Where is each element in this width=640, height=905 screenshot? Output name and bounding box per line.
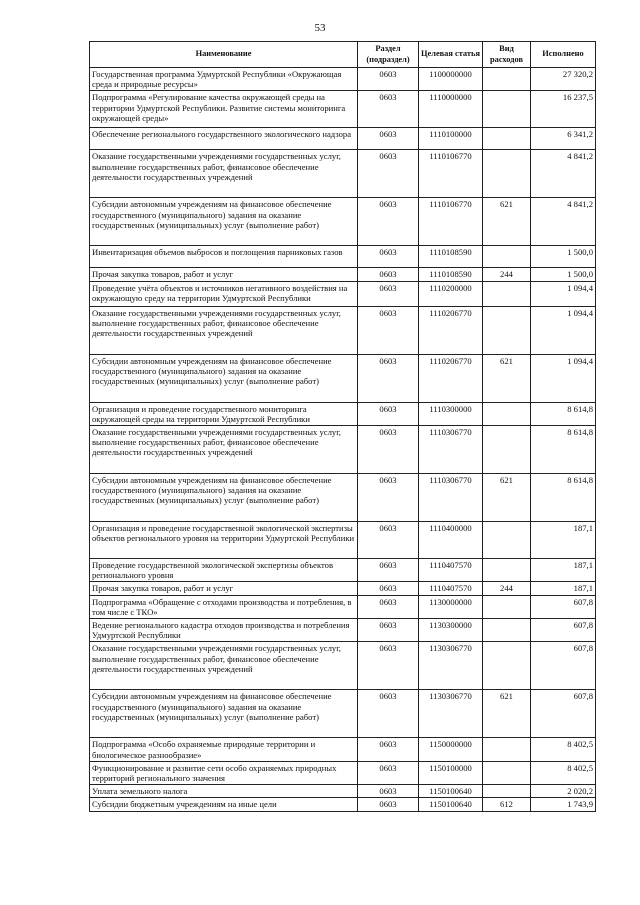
column-header-section: Раздел (подраздел) [358,42,419,68]
row-article-cell: 1110108590 [419,246,483,268]
row-section-cell: 0603 [358,522,419,559]
row-article-cell: 1110108590 [419,268,483,281]
table-row [90,198,596,246]
table-row [90,306,596,354]
row-executed-cell: 6 341,2 [531,128,596,150]
row-article-cell: 1130300000 [419,619,483,642]
row-executed-cell: 4 841,2 [531,198,596,246]
row-article-cell: 1110106770 [419,198,483,246]
row-section-cell: 0603 [358,246,419,268]
row-executed-cell: 8 402,5 [531,761,596,784]
row-executed-cell: 1 500,0 [531,268,596,281]
table-row [90,354,596,402]
row-section-cell: 0603 [358,761,419,784]
row-name-cell: Прочая закупка товаров, работ и услуг [90,582,358,595]
row-executed-cell: 8 614,8 [531,474,596,522]
row-executed-cell: 187,1 [531,582,596,595]
row-kind-cell: 244 [483,582,531,595]
table-row [90,761,596,784]
row-section-cell: 0603 [358,402,419,425]
row-name-cell: Субсидии автономным учреждениям на финансовое обеспечение государственного (муниципального) задания на оказание государственных (муниципальных) услуг (выполнение работ) [90,690,358,738]
row-article-cell: 1110100000 [419,128,483,150]
row-article-cell: 1100000000 [419,68,483,91]
row-executed-cell: 607,8 [531,619,596,642]
column-header-article: Целевая статья [419,42,483,68]
table-row [90,559,596,582]
row-name-cell: Проведение учёта объектов и источников негативного воздействия на окружающую среду на территории Удмуртской Республики [90,281,358,306]
row-section-cell: 0603 [358,281,419,306]
table-row [90,595,596,618]
table-row [90,798,596,811]
row-executed-cell: 1 094,4 [531,281,596,306]
column-header-executed: Исполнено [531,42,596,68]
row-name-cell: Субсидии автономным учреждениям на финансовое обеспечение государственного (муниципального) задания на оказание государственных (муниципальных) услуг (выполнение работ) [90,474,358,522]
budget-table [89,41,596,812]
table-row [90,474,596,522]
row-executed-cell: 1 094,4 [531,306,596,354]
row-executed-cell: 16 237,5 [531,91,596,128]
row-article-cell: 1130306770 [419,642,483,690]
row-executed-cell: 1 094,4 [531,354,596,402]
table-row [90,522,596,559]
row-name-cell: Обеспечение регионального государственного экологического надзора [90,128,358,150]
table-row [90,785,596,798]
row-section-cell: 0603 [358,426,419,474]
table-header-row [90,42,596,68]
row-section-cell: 0603 [358,306,419,354]
row-name-cell: Уплата земельного налога [90,785,358,798]
row-kind-cell [483,246,531,268]
row-section-cell: 0603 [358,559,419,582]
row-kind-cell [483,559,531,582]
row-name-cell: Ведение регионального кадастра отходов производства и потребления Удмуртской Республики [90,619,358,642]
table-row [90,642,596,690]
row-name-cell: Подпрограмма «Обращение с отходами производства и потребления, в том числе с ТКО» [90,595,358,618]
row-executed-cell: 1 500,0 [531,246,596,268]
row-article-cell: 1110000000 [419,91,483,128]
table-row [90,128,596,150]
row-kind-cell [483,738,531,761]
row-article-cell: 1130000000 [419,595,483,618]
row-article-cell: 1110106770 [419,150,483,198]
column-header-kind: Вид расходов [483,42,531,68]
row-name-cell: Проведение государственной экологической экспертизы объектов регионального уровня [90,559,358,582]
row-kind-cell [483,150,531,198]
column-header-name: Наименование [90,42,358,68]
row-article-cell: 1110300000 [419,402,483,425]
row-article-cell: 1110206770 [419,354,483,402]
row-executed-cell: 607,8 [531,642,596,690]
row-name-cell: Подпрограмма «Особо охраняемые природные территории и биологическое разнообразие» [90,738,358,761]
row-executed-cell: 607,8 [531,595,596,618]
row-section-cell: 0603 [358,738,419,761]
row-executed-cell: 2 020,2 [531,785,596,798]
row-section-cell: 0603 [358,91,419,128]
row-section-cell: 0603 [358,798,419,811]
row-name-cell: Организация и проведение государственной экологической экспертизы объектов регионального уровня на территории Удмуртской Республики [90,522,358,559]
row-kind-cell [483,306,531,354]
row-section-cell: 0603 [358,690,419,738]
row-executed-cell: 187,1 [531,559,596,582]
row-article-cell: 1110200000 [419,281,483,306]
row-executed-cell: 607,8 [531,690,596,738]
row-section-cell: 0603 [358,198,419,246]
row-name-cell: Оказание государственными учреждениями государственных услуг, выполнение государственных работ, финансовое обеспечение деятельности государственных учреждений [90,642,358,690]
row-kind-cell: 621 [483,354,531,402]
table-row [90,150,596,198]
row-name-cell: Подпрограмма «Регулирование качества окружающей среды на территории Удмуртской Республики. Развитие системы мониторинга окружающей среды» [90,91,358,128]
row-article-cell: 1110407570 [419,559,483,582]
row-kind-cell: 244 [483,268,531,281]
row-name-cell: Функционирование и развитие сети особо охраняемых природных территорий регионального значения [90,761,358,784]
row-kind-cell: 612 [483,798,531,811]
page-number: 53 [314,22,326,34]
row-section-cell: 0603 [358,128,419,150]
table-body [90,68,596,812]
row-article-cell: 1110306770 [419,474,483,522]
row-name-cell: Прочая закупка товаров, работ и услуг [90,268,358,281]
row-article-cell: 1110206770 [419,306,483,354]
row-article-cell: 1110306770 [419,426,483,474]
row-name-cell: Оказание государственными учреждениями государственных услуг, выполнение государственных работ, финансовое обеспечение деятельности государственных учреждений [90,150,358,198]
row-executed-cell: 4 841,2 [531,150,596,198]
row-executed-cell: 187,1 [531,522,596,559]
row-article-cell: 1110400000 [419,522,483,559]
row-article-cell: 1150100640 [419,785,483,798]
table-row [90,402,596,425]
row-kind-cell [483,595,531,618]
table-row [90,68,596,91]
row-article-cell: 1130306770 [419,690,483,738]
table-row [90,738,596,761]
row-kind-cell [483,91,531,128]
table-row [90,690,596,738]
row-kind-cell [483,761,531,784]
row-name-cell: Субсидии автономным учреждениям на финансовое обеспечение государственного (муниципального) задания на оказание государственных (муниципальных) услуг (выполнение работ) [90,198,358,246]
row-kind-cell: 621 [483,474,531,522]
row-kind-cell [483,522,531,559]
row-kind-cell [483,426,531,474]
row-executed-cell: 1 743,9 [531,798,596,811]
row-executed-cell: 8 402,5 [531,738,596,761]
row-kind-cell: 621 [483,198,531,246]
row-section-cell: 0603 [358,595,419,618]
row-kind-cell [483,128,531,150]
table-row [90,619,596,642]
row-article-cell: 1150100640 [419,798,483,811]
row-article-cell: 1150000000 [419,738,483,761]
row-kind-cell [483,619,531,642]
row-section-cell: 0603 [358,474,419,522]
row-section-cell: 0603 [358,268,419,281]
row-kind-cell: 621 [483,690,531,738]
row-section-cell: 0603 [358,642,419,690]
table-row [90,91,596,128]
row-name-cell: Оказание государственными учреждениями государственных услуг, выполнение государственных работ, финансовое обеспечение деятельности государственных учреждений [90,426,358,474]
row-kind-cell [483,68,531,91]
row-name-cell: Оказание государственными учреждениями государственных услуг, выполнение государственных работ, финансовое обеспечение деятельности государственных учреждений [90,306,358,354]
row-section-cell: 0603 [358,354,419,402]
row-section-cell: 0603 [358,619,419,642]
row-name-cell: Инвентаризация объемов выбросов и поглощения парниковых газов [90,246,358,268]
row-name-cell: Субсидии бюджетным учреждениям на иные цели [90,798,358,811]
row-executed-cell: 27 320,2 [531,68,596,91]
row-kind-cell [483,281,531,306]
row-article-cell: 1150100000 [419,761,483,784]
table-row [90,426,596,474]
row-executed-cell: 8 614,8 [531,426,596,474]
row-kind-cell [483,642,531,690]
table-row [90,246,596,268]
row-section-cell: 0603 [358,68,419,91]
row-name-cell: Государственная программа Удмуртской Республики «Окружающая среда и природные ресурсы» [90,68,358,91]
row-executed-cell: 8 614,8 [531,402,596,425]
row-name-cell: Субсидии автономным учреждениям на финансовое обеспечение государственного (муниципального) задания на оказание государственных (муниципальных) услуг (выполнение работ) [90,354,358,402]
row-name-cell: Организация и проведение государственного мониторинга окружающей среды на территории Удмуртской Республики [90,402,358,425]
table-row [90,582,596,595]
row-article-cell: 1110407570 [419,582,483,595]
row-section-cell: 0603 [358,150,419,198]
table-row [90,281,596,306]
row-kind-cell [483,402,531,425]
table-row [90,268,596,281]
row-section-cell: 0603 [358,582,419,595]
row-kind-cell [483,785,531,798]
row-section-cell: 0603 [358,785,419,798]
